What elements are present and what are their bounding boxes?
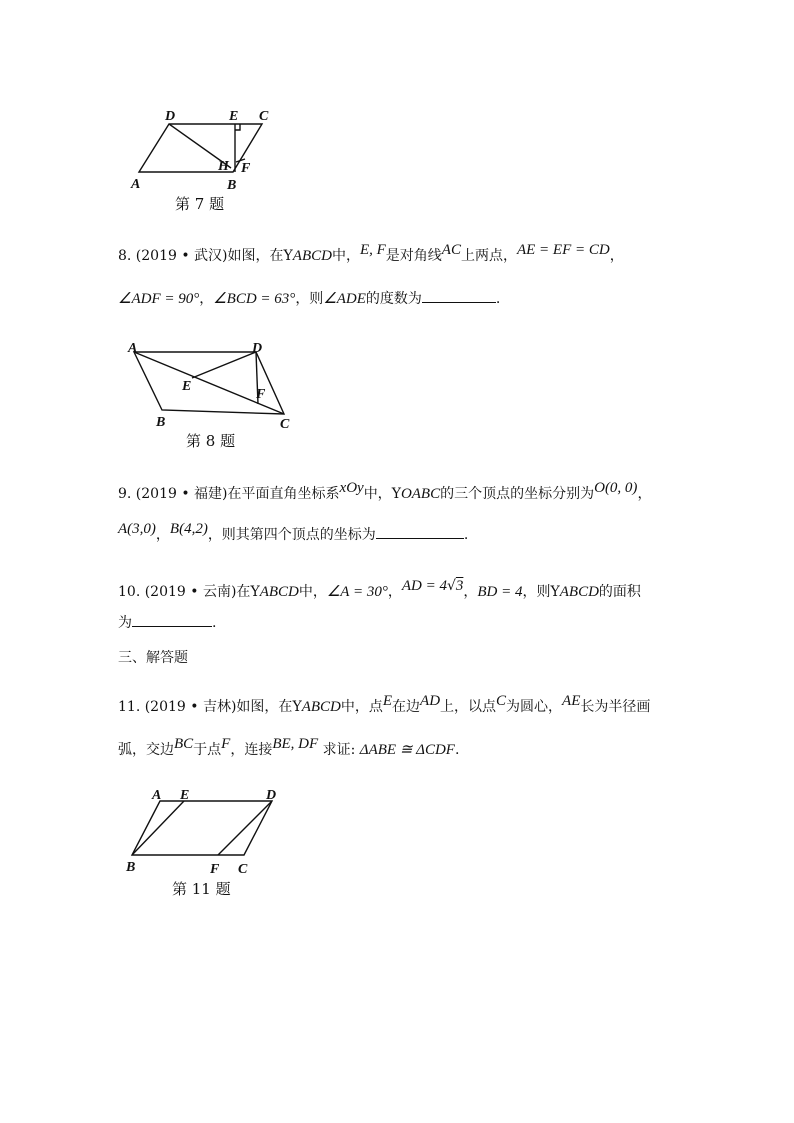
- q11-point-f: F: [221, 736, 231, 752]
- q10-text: ，则: [522, 584, 551, 600]
- q10-sqrt-value: 3: [455, 578, 464, 594]
- q9-text: ，: [155, 527, 170, 543]
- q11-point-c: C: [496, 693, 507, 709]
- fig11-label-A: A: [152, 788, 162, 803]
- parallelogram-symbol: Y: [550, 584, 560, 600]
- fig7-label-A: A: [131, 177, 141, 192]
- parallelogram-symbol: Y: [250, 584, 260, 600]
- fig8-label-E: E: [182, 379, 192, 394]
- fig11-label-B: B: [126, 860, 136, 875]
- fig11-label-E: E: [180, 788, 190, 803]
- q11-ae: AE: [562, 693, 581, 709]
- q10-text: 的面积: [598, 584, 641, 600]
- q8-text: 是对角线: [385, 248, 442, 264]
- question-9-line-2: [118, 521, 469, 545]
- figure-11: [124, 785, 294, 880]
- question-8-line-1: [118, 242, 624, 266]
- q11-proof-statement: ΔABE ≅ ΔCDF: [359, 742, 455, 758]
- q10-prefix: 10. (2019 • 云南)在: [118, 584, 251, 600]
- figure-11-diagram: [124, 785, 294, 880]
- q11-prefix: 11. (2019 • 吉林)如图，在: [118, 699, 293, 715]
- question-11-line-1: [118, 693, 651, 717]
- fig7-label-H: H: [218, 159, 229, 174]
- q8-text: 上两点，: [460, 248, 517, 264]
- fig8-label-F: F: [256, 387, 266, 402]
- q8-text: ，则: [295, 291, 324, 307]
- q11-segments: BE, DF: [272, 736, 319, 752]
- figure-8: [124, 338, 299, 433]
- q10-shape: ABCD: [559, 584, 599, 600]
- parallelogram-symbol: Y: [391, 486, 401, 502]
- fig7-label-B: B: [227, 178, 237, 192]
- q11-text: 长为半径画: [580, 699, 651, 715]
- fig11-label-F: F: [210, 862, 220, 877]
- q9-text: ，: [637, 486, 652, 502]
- q8-text: ，: [609, 248, 624, 264]
- fig11-label-D: D: [266, 788, 277, 803]
- q10-text: 为: [118, 615, 132, 631]
- q8-text: 的度数为: [365, 291, 422, 307]
- q11-side-bc: BC: [174, 736, 194, 752]
- q10-ad: AD = 4: [401, 578, 447, 594]
- fig8-label-D: D: [252, 341, 263, 356]
- fig7-label-D: D: [165, 109, 176, 124]
- fig11-label-C: C: [238, 862, 248, 877]
- q9-text: ，则其第四个顶点的坐标为: [207, 527, 376, 543]
- q11-shape: ABCD: [301, 699, 341, 715]
- q10-text: 中，: [298, 584, 327, 600]
- q9-text: 的三个顶点的坐标分别为: [440, 486, 595, 502]
- q8-angle-bcd: ∠BCD = 63°: [213, 291, 296, 307]
- q10-text: ，: [387, 584, 402, 600]
- fig7-label-F: F: [241, 161, 251, 176]
- section-heading: 三、解答题: [118, 650, 188, 666]
- q11-side-ad: AD: [420, 693, 441, 709]
- q11-text: ，连接: [230, 742, 273, 758]
- figure-8-caption: 第 8 题: [186, 432, 236, 450]
- fig7-label-E: E: [229, 109, 239, 124]
- q8-shape: ABCD: [292, 248, 332, 264]
- fig8-label-B: B: [156, 415, 166, 430]
- q10-text: ，: [463, 584, 478, 600]
- q8-prefix: 8. (2019 • 武汉)如图，在: [118, 248, 284, 264]
- q9-point-a: A(3,0): [118, 521, 156, 537]
- q8-equation: AE = EF = CD: [516, 242, 610, 258]
- fig7-label-C: C: [259, 109, 269, 124]
- parallelogram-symbol: Y: [292, 699, 302, 715]
- q8-angle-adf: ∠ADF = 90°: [118, 291, 200, 307]
- q11-point-e: E: [382, 693, 393, 709]
- fig8-label-C: C: [280, 417, 290, 432]
- q11-text: 弧，交边: [118, 742, 174, 758]
- q10-angle-a: ∠A = 30°: [326, 584, 388, 600]
- q10-bd: BD = 4: [477, 584, 523, 600]
- figure-7-diagram: [125, 102, 285, 192]
- question-8-line-2: [118, 288, 500, 309]
- q10-shape: ABCD: [259, 584, 299, 600]
- question-11-line-2: [118, 736, 460, 760]
- answer-blank-9[interactable]: [376, 524, 464, 539]
- figure-8-diagram: [124, 338, 299, 433]
- parallelogram-symbol: Y: [283, 248, 293, 264]
- fig8-label-A: A: [128, 341, 138, 356]
- q11-text: 中，点: [340, 699, 383, 715]
- q11-text: 在边: [392, 699, 421, 715]
- q9-coordinate-system: xOy: [339, 480, 364, 496]
- q9-text: .: [463, 527, 469, 543]
- q9-point-b: B(4,2): [169, 521, 208, 537]
- q11-text: 上，以点: [440, 699, 497, 715]
- q9-point-o: O(0, 0): [594, 480, 638, 496]
- q9-text: 中，: [363, 486, 392, 502]
- question-10-line-2: [118, 612, 216, 633]
- q8-diagonal: AC: [441, 242, 461, 258]
- sqrt-symbol: √3: [446, 578, 464, 594]
- figure-11-caption: 第 11 题: [172, 880, 231, 898]
- figure-7: [125, 102, 285, 192]
- q10-text: .: [212, 615, 217, 631]
- question-10-line-1: [118, 578, 641, 602]
- figure-7-caption: 第 7 题: [175, 195, 225, 213]
- q11-text: 为圆心，: [506, 699, 563, 715]
- q9-prefix: 9. (2019 • 福建)在平面直角坐标系: [118, 486, 340, 502]
- q11-text: 于点: [193, 742, 222, 758]
- answer-blank-8[interactable]: [422, 288, 496, 303]
- q11-text: 求证:: [318, 742, 356, 758]
- q8-text: 中，: [331, 248, 360, 264]
- q8-points: E, F: [359, 242, 386, 258]
- q8-text: .: [495, 291, 501, 307]
- q8-text: ，: [199, 291, 214, 307]
- answer-blank-10[interactable]: [132, 612, 212, 627]
- q8-angle-ade: ∠ADE: [323, 291, 366, 307]
- q11-text: .: [454, 742, 460, 758]
- q9-shape: OABC: [400, 486, 441, 502]
- question-9-line-1: [118, 480, 652, 504]
